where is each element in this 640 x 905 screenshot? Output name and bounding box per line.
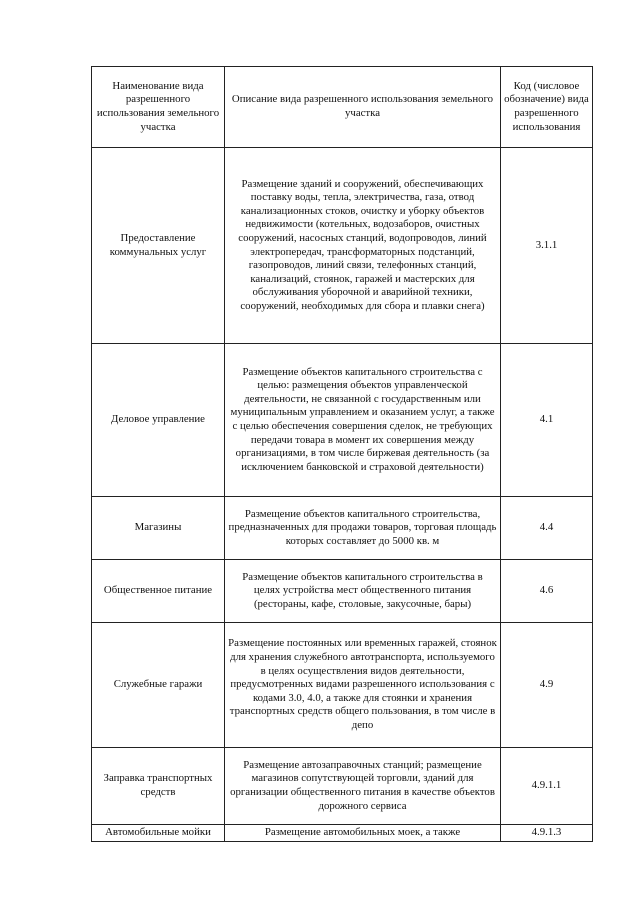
row-code: 4.9 — [501, 623, 593, 748]
row-code: 4.4 — [501, 497, 593, 560]
table-row — [92, 148, 593, 344]
row-description: Размещение объектов капитального строительства в целях устройства мест общественного питания (рестораны, кафе, столовые, закусочные, бары) — [225, 560, 501, 623]
row-description: Размещение объектов капитального строительства с целью: размещения объектов управленческой деятельности, не связанной с государственным или муниципальным управлением и оказанием услуг, а также с целью обеспечения совершения сделок, не требующих передачи товара в момент их совершения между организациями, в том числе биржевая деятельность (за исключением банковской и страховой деятельности) — [225, 344, 501, 497]
row-description: Размещение зданий и сооружений, обеспечивающих поставку воды, тепла, электричества, газа, отвод канализационных стоков, очистку и уборку объектов недвижимости (котельных, водозаборов, очистных сооружений, насосных станций, водопроводов, линий электропередач, трансформаторных подстанций, газопроводов, линий связи, телефонных станций, канализаций, стоянок, гаражей и мастерских для обслуживания уборочной и аварийной техники, сооружений, необходимых для сбора и плавки снега) — [225, 148, 501, 344]
row-code: 3.1.1 — [501, 148, 593, 344]
land-use-table — [91, 66, 593, 842]
table-row — [92, 825, 593, 842]
header-row — [92, 67, 593, 148]
table-header — [92, 67, 593, 148]
table-row — [92, 623, 593, 748]
row-description: Размещение постоянных или временных гаражей, стоянок для хранения служебного автотранспорта, используемого в целях осуществления видов деятельности, предусмотренных видами разрешенного использования с кодами 3.0, 4.0, а также для стоянки и хранения транспортных средств общего пользования, в том числе в депо — [225, 623, 501, 748]
row-code: 4.1 — [501, 344, 593, 497]
table-row — [92, 748, 593, 825]
header-description: Описание вида разрешенного использования земельного участка — [225, 67, 501, 148]
row-code: 4.9.1.3 — [501, 825, 593, 842]
row-description: Размещение объектов капитального строительства, предназначенных для продажи товаров, торговая площадь которых составляет до 5000 кв. м — [225, 497, 501, 560]
row-name: Заправка транспортных средств — [92, 748, 225, 825]
row-name: Предоставление коммунальных услуг — [92, 148, 225, 344]
row-description: Размещение автомобильных моек, а также — [225, 825, 501, 842]
row-name: Деловое управление — [92, 344, 225, 497]
header-code: Код (числовое обозначение) вида разрешенного использования — [501, 67, 593, 148]
table-row — [92, 560, 593, 623]
row-description: Размещение автозаправочных станций; размещение магазинов сопутствующей торговли, зданий для организации общественного питания в качестве объектов дорожного сервиса — [225, 748, 501, 825]
row-code: 4.9.1.1 — [501, 748, 593, 825]
table-row — [92, 344, 593, 497]
row-name: Служебные гаражи — [92, 623, 225, 748]
table-body — [92, 148, 593, 842]
header-name: Наименование вида разрешенного использования земельного участка — [92, 67, 225, 148]
row-name: Магазины — [92, 497, 225, 560]
row-name: Общественное питание — [92, 560, 225, 623]
row-code: 4.6 — [501, 560, 593, 623]
row-name: Автомобильные мойки — [92, 825, 225, 842]
table-row — [92, 497, 593, 560]
